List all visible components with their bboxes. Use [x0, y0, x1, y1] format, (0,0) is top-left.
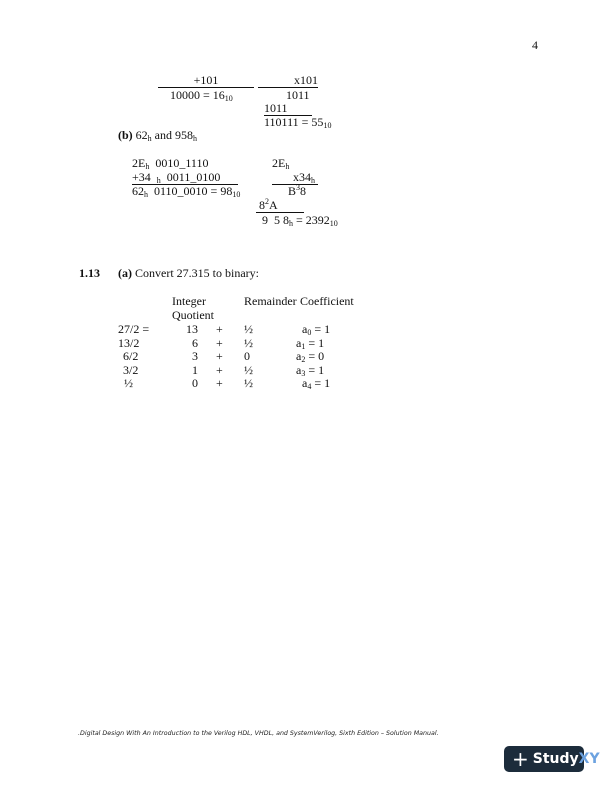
hex-add-row-3: $62_h$ 0110_0010 = $98_{10}$ — [132, 184, 241, 199]
row-coefficient: $a_1 = 1$ — [296, 335, 325, 351]
row-division: 13/2 — [118, 335, 140, 350]
row-operator: + — [216, 335, 223, 350]
row-quotient: 13 — [186, 322, 198, 336]
row-coefficient: $a_2 = 0$ — [296, 349, 325, 364]
mult-partial-1: 1011 — [286, 88, 310, 102]
row-operator: + — [216, 362, 223, 377]
row-remainder: ½ — [244, 335, 253, 350]
row-quotient: 1 — [192, 362, 198, 377]
header-coefficient: Coefficient — [300, 294, 354, 308]
problem-number: 1.13 — [79, 266, 100, 280]
row-division: 3/2 — [123, 362, 139, 377]
addition-result: $10000 = 16_{10}$ — [170, 88, 233, 103]
header-integer: Integer — [172, 294, 206, 308]
hex-add-row-2: +34 $_h$ 0011_0100 — [132, 170, 238, 185]
studyxy-logo: + Study XY — [504, 746, 584, 772]
plus-icon: + — [512, 747, 529, 771]
hex-mult-result: 9 5 $8_h = 2392_{10}$ — [262, 213, 338, 228]
header-remainder: Remainder — [244, 294, 297, 308]
addition-operand: +101 — [158, 73, 254, 88]
hex-add-row-1: $2E_h$ 0010_1110 — [132, 156, 209, 171]
part-b-heading: (b) $62_h$ and $958_h$ — [118, 128, 197, 143]
row-quotient: 6 — [192, 335, 198, 350]
row-remainder: ½ — [244, 362, 253, 377]
row-division: 6/2 — [123, 349, 139, 363]
hex-mult-row-3: $B^38$ — [288, 183, 307, 198]
footer-citation: .Digital Design With An Introduction to the Verilog HDL, VHDL, and SystemVerilog, Sixth Edition – Solution Manual. — [78, 730, 439, 737]
row-remainder: ½ — [244, 376, 253, 390]
row-operator: + — [216, 349, 223, 363]
row-quotient: 0 — [192, 376, 198, 390]
hex-mult-row-4: $8^2A$ — [256, 198, 304, 213]
hex-mult-row-1: $2E_h$ — [272, 156, 290, 171]
row-remainder: 0 — [244, 349, 250, 363]
hex-mult-row-2: $x34_h$ — [272, 170, 318, 185]
page-number: 4 — [532, 38, 538, 52]
mult-partial-2: 1011 — [264, 101, 312, 116]
row-remainder: ½ — [244, 322, 253, 336]
row-operator: + — [216, 376, 223, 390]
row-operator: + — [216, 322, 223, 336]
row-coefficient: $a_4 = 1$ — [302, 376, 331, 391]
row-coefficient: $a_3 = 1$ — [296, 362, 325, 378]
row-division: ½ — [124, 376, 133, 390]
mult-operand: x101 — [258, 73, 318, 88]
header-quotient: Quotient — [172, 308, 214, 322]
row-quotient: 3 — [192, 349, 198, 363]
row-division: 27/2 = — [118, 322, 150, 336]
mult-result: $110111 = 55_{10}$ — [264, 115, 332, 130]
row-coefficient: $a_0 = 1$ — [302, 322, 331, 337]
problem-statement: (a) Convert 27.315 to binary: — [118, 266, 259, 280]
